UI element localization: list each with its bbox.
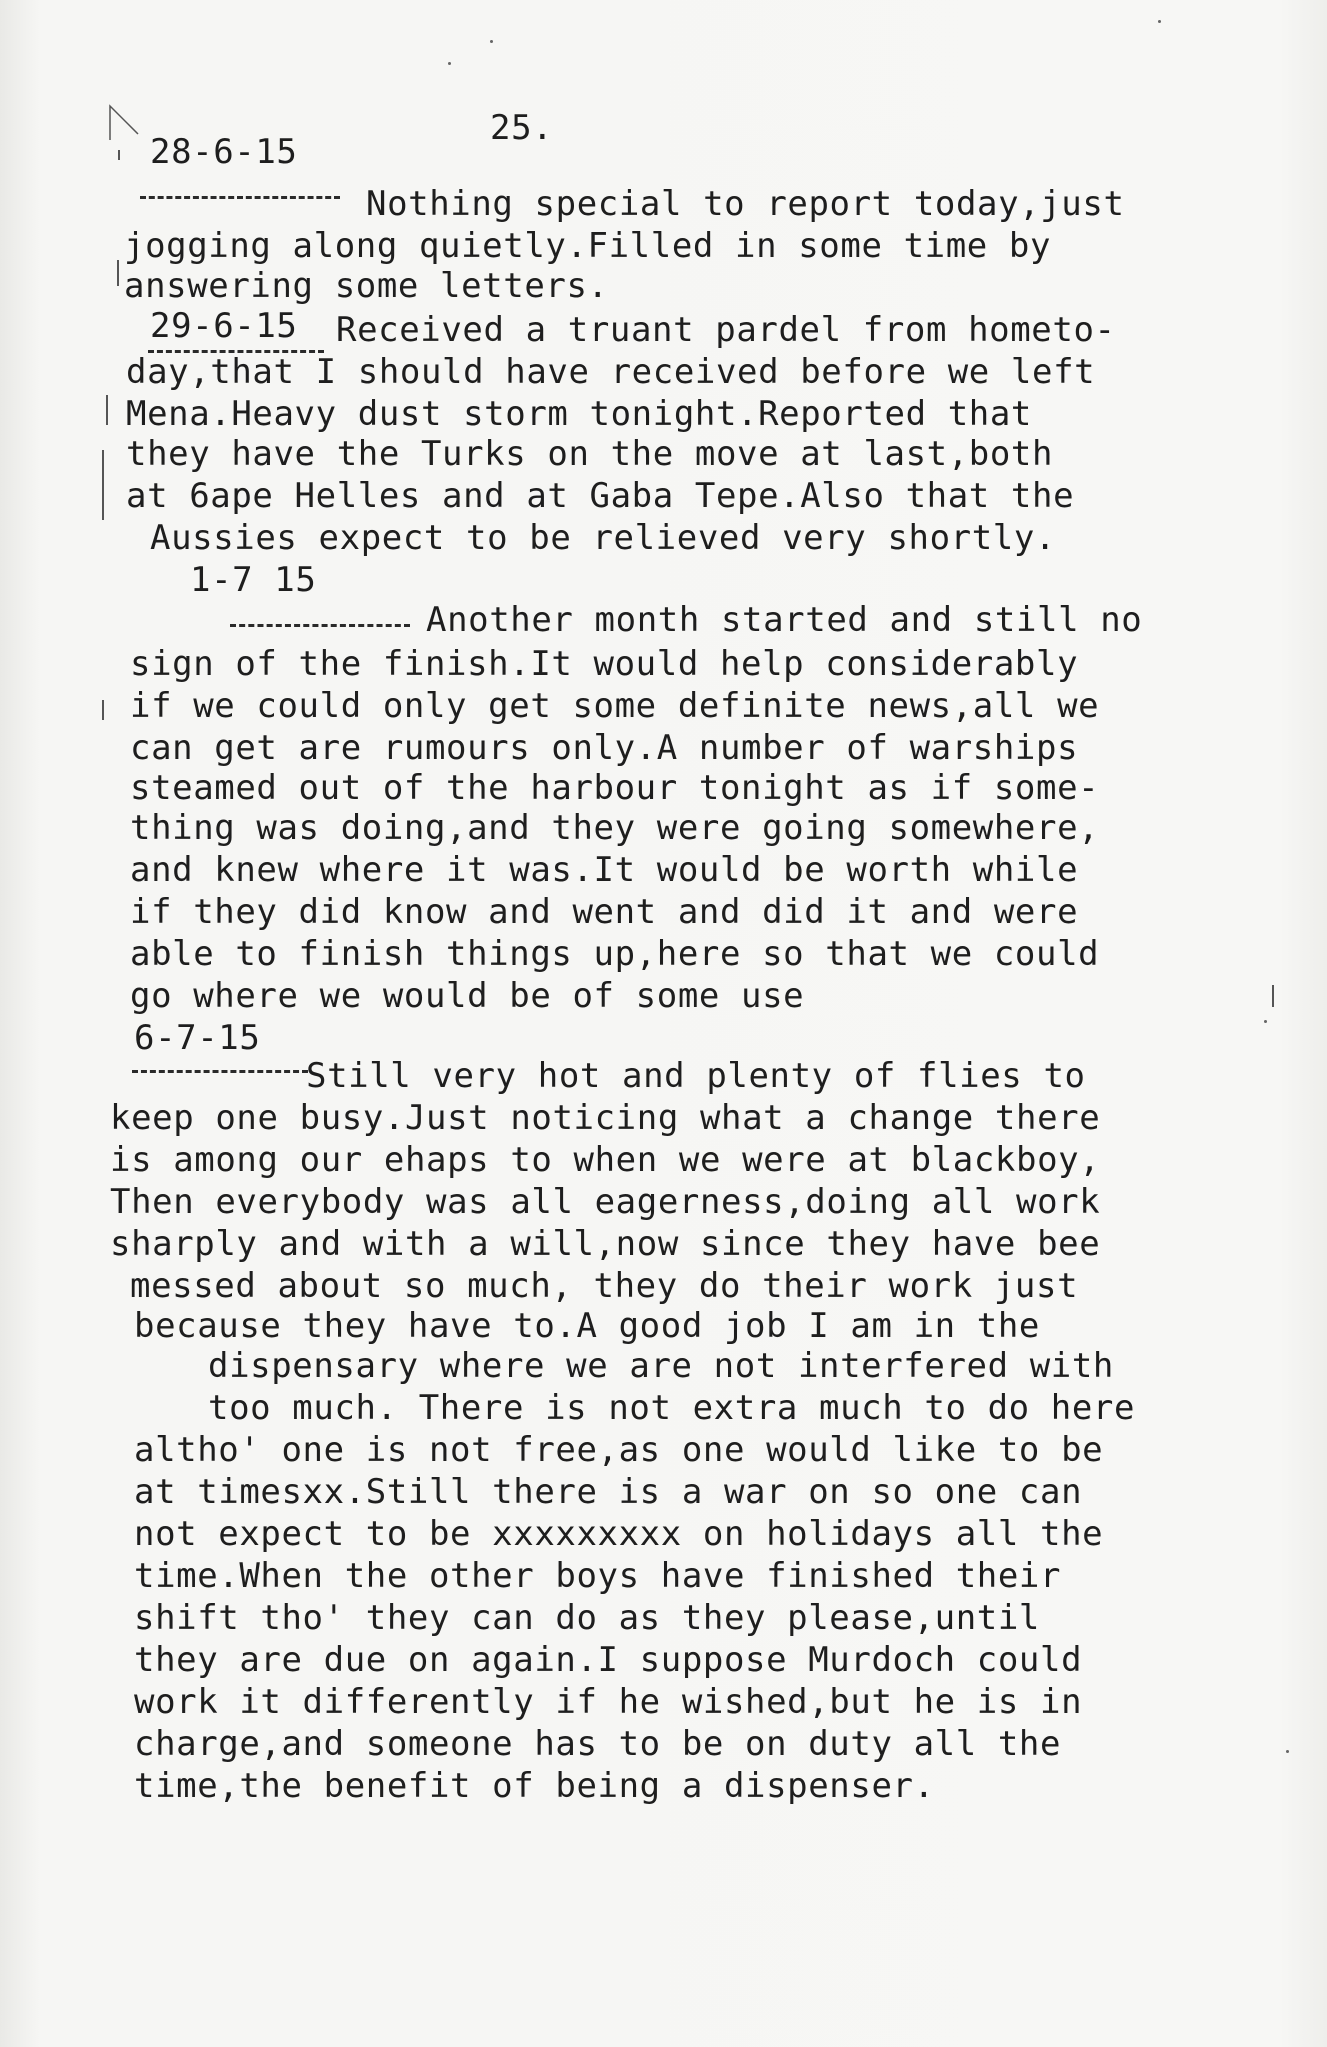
entry-text-line: Aussies expect to be relieved very shortly.: [150, 518, 1056, 558]
entry-text-line: not expect to be xxxxxxxxx on holidays all the: [134, 1514, 1104, 1554]
entry-text-line: thing was doing,and they were going somewhere,: [130, 808, 1100, 848]
entry-text-line: dispensary where we are not interfered with: [208, 1346, 1114, 1386]
speck: [448, 62, 451, 65]
entry-date: 29-6-15: [150, 306, 298, 346]
date-underline: [132, 1070, 308, 1073]
margin-mark: [1272, 985, 1274, 1007]
page-number: 25.: [490, 108, 554, 148]
entry-text-line: go where we would be of some use: [130, 976, 805, 1016]
date-underline: [230, 624, 410, 627]
entry-text-line: time,the benefit of being a dispenser.: [134, 1766, 935, 1806]
margin-mark: [102, 700, 104, 720]
entry-text-line: sign of the finish.It would help considerably: [130, 644, 1079, 684]
corner-mark: [108, 104, 148, 144]
entry-date: 28-6-15: [150, 132, 298, 172]
entry-text-line: messed about so much, they do their work just: [130, 1266, 1079, 1306]
speck: [1158, 20, 1161, 23]
entry-text-line: Received a truant pardel from hometo-: [336, 310, 1116, 350]
entry-text-line: work it differently if he wished,but he is in: [134, 1682, 1083, 1722]
entry-text-line: can get are rumours only.A number of warships: [130, 728, 1079, 768]
entry-text-line: Then everybody was all eagerness,doing all work: [110, 1182, 1101, 1222]
entry-text-line: they have the Turks on the move at last,both: [126, 434, 1054, 474]
entry-text-line: shift tho' they can do as they please,until: [134, 1598, 1040, 1638]
entry-text-line: time.When the other boys have finished their: [134, 1556, 1062, 1596]
entry-text-line: steamed out of the harbour tonight as if some-: [130, 768, 1100, 808]
entry-text-line: too much. There is not extra much to do here: [208, 1388, 1136, 1428]
entry-text-line: they are due on again.I suppose Murdoch could: [134, 1640, 1083, 1680]
entry-text-line: is among our ehaps to when we were at blackboy,: [110, 1140, 1101, 1180]
entry-text-line: jogging along quietly.Filled in some time by: [124, 226, 1052, 266]
entry-text-line: altho' one is not free,as one would like to be: [134, 1430, 1104, 1470]
entry-text-line: Still very hot and plenty of flies to: [306, 1056, 1086, 1096]
entry-text-line: Nothing special to report today,just: [366, 184, 1125, 224]
margin-mark: [117, 260, 119, 286]
entry-text-line: because they have to.A good job I am in the: [134, 1306, 1040, 1346]
entry-date: 1-7 15: [190, 560, 317, 600]
entry-text-line: sharply and with a will,now since they have bee: [110, 1224, 1101, 1264]
entry-text-line: answering some letters.: [124, 266, 609, 306]
entry-text-line: and knew where it was.It would be worth while: [130, 850, 1079, 890]
entry-date: 6-7-15: [134, 1018, 261, 1058]
entry-text-line: if they did know and went and did it and were: [130, 892, 1079, 932]
margin-mark: [102, 450, 104, 520]
entry-text-line: at timesxx.Still there is a war on so one can: [134, 1472, 1083, 1512]
margin-mark: [106, 395, 108, 425]
entry-text-line: at 6ape Helles and at Gaba Tepe.Also that the: [126, 476, 1075, 516]
speck: [490, 40, 493, 43]
date-underline: [140, 196, 340, 199]
entry-text-line: able to finish things up,here so that we could: [130, 934, 1100, 974]
entry-text-line: if we could only get some definite news,all we: [130, 686, 1100, 726]
margin-mark: [118, 150, 120, 160]
entry-text-line: keep one busy.Just noticing what a change there: [110, 1098, 1101, 1138]
entry-text-line: charge,and someone has to be on duty all the: [134, 1724, 1062, 1764]
entry-text-line: day,that I should have received before we left: [126, 352, 1096, 392]
entry-text-line: Another month started and still no: [426, 600, 1143, 640]
speck: [1286, 1750, 1289, 1753]
speck: [1264, 1020, 1267, 1023]
entry-text-line: Mena.Heavy dust storm tonight.Reported that: [126, 394, 1032, 434]
